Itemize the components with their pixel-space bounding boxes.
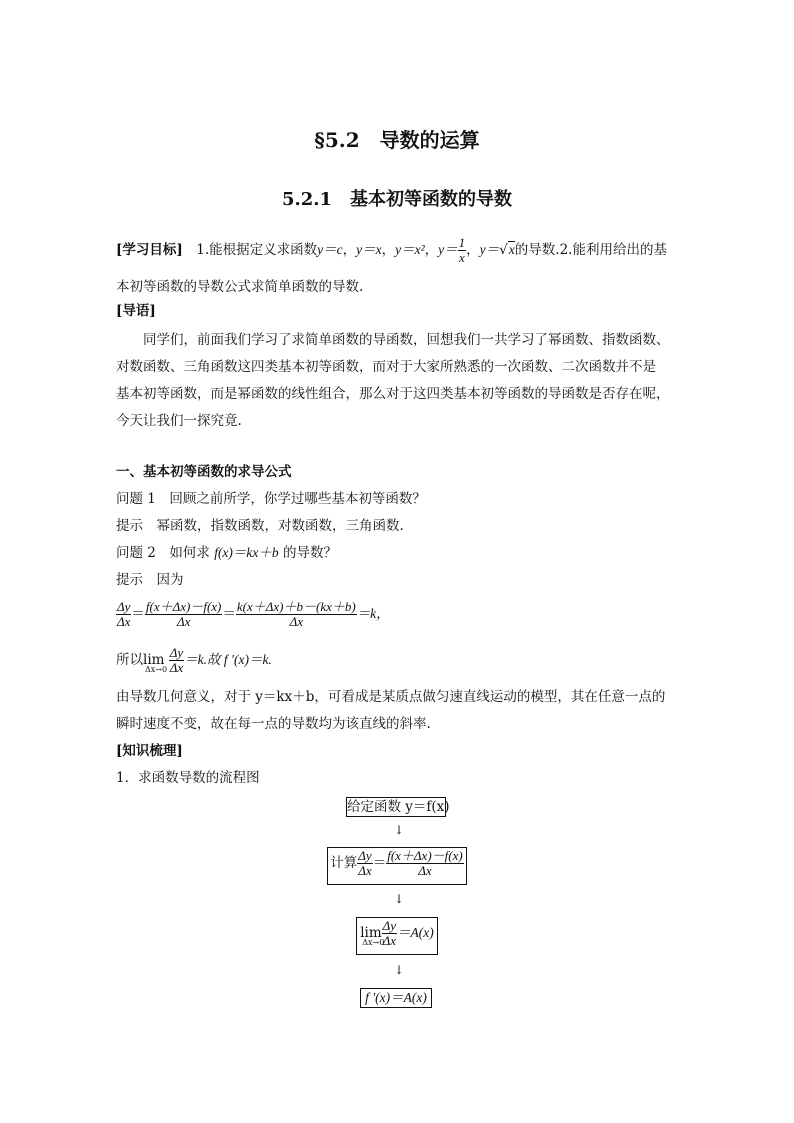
intro-line3: 基本初等函数，而是幂函数的线性组合，那么对于这四类基本初等函数的导函数是否存在呢，	[116, 386, 670, 402]
flow-box-limit: lim Δx→0 $\frac{\Delta y}{\Delta x}$ ＝A(x)	[356, 917, 438, 955]
intro-line4: 今天让我们一探究竟.	[116, 413, 242, 429]
page-title: §5.2 导数的运算	[314, 128, 480, 152]
geometric-meaning-line2: 瞬时速度不变，故在每一点的导数均为该直线的斜率.	[116, 716, 431, 732]
section-heading: 一、基本初等函数的求导公式	[116, 464, 292, 480]
flow-box-given-function: 给定函数 y＝f(x)	[347, 799, 450, 815]
knowledge-label: [知识梳理]	[116, 743, 183, 759]
intro-line1: 同学们，前面我们学习了求简单函数的导函数，回想我们一共学习了幂函数、指数函数、	[143, 332, 670, 348]
intro-label: [导语]	[116, 303, 156, 319]
flow-arrow-1: ↓	[394, 823, 405, 837]
hint-2: 提示 因为	[116, 572, 184, 588]
question-2: 问题 2 如何求 f(x)＝kx＋b 的导数？	[116, 545, 337, 561]
hint-1: 提示 幂函数，指数函数，对数函数，三角函数.	[116, 518, 404, 534]
flow-arrow-2: ↓	[394, 892, 405, 906]
objectives-line1: [学习目标] 1.能根据定义求函数y＝c，y＝x，y＝x²，y＝ $\frac{1}{x}$ ，y＝√x的导数.2.能利用给出的基	[116, 235, 667, 265]
flow-arrow-3: ↓	[394, 963, 405, 977]
objectives-line2: 本初等函数的导数公式求简单函数的导数.	[116, 279, 364, 295]
intro-line2: 对数函数、三角函数这四类基本初等函数，而对于大家所熟悉的一次函数、二次函数并不是	[116, 359, 656, 375]
geometric-meaning-line1: 由导数几何意义，对于 y＝kx＋b，可看成是某质点做匀速直线运动的模型，其在任意一点的	[116, 689, 666, 705]
flow-box-result: f ′(x)＝A(x)	[360, 988, 432, 1008]
sqrt-x: x	[508, 242, 515, 257]
knowledge-item-1: 1．求函数导数的流程图	[116, 770, 260, 786]
fraction-one-over-x: $\frac{1}{x}$	[458, 235, 466, 265]
derivative-equation: $\frac{\Delta y}{\Delta x}$ ＝ $\frac{f(x+\Delta x)-f(x)}{\Delta x}$ ＝ $\frac{k(x+\Delta x)+b-(kx+b)}{\Delta x}$ ＝k，	[117, 599, 390, 629]
question-1: 问题 1 回顾之前所学，你学过哪些基本初等函数？	[116, 491, 426, 507]
flow-box-compute: 计算 $\frac{\Delta y}{\Delta x}$ ＝ $\frac{f(x+\Delta x)-f(x)}{\Delta x}$	[327, 847, 467, 885]
limit-line: 所以lim Δx→0 $\frac{\Delta y}{\Delta x}$ ＝k.故 f ′(x)＝k.	[116, 645, 272, 675]
section-subtitle: 5.2.1 基本初等函数的导数	[281, 189, 513, 210]
limit-symbol: lim Δx→0	[143, 652, 168, 674]
objectives-label: [学习目标]	[116, 242, 183, 258]
